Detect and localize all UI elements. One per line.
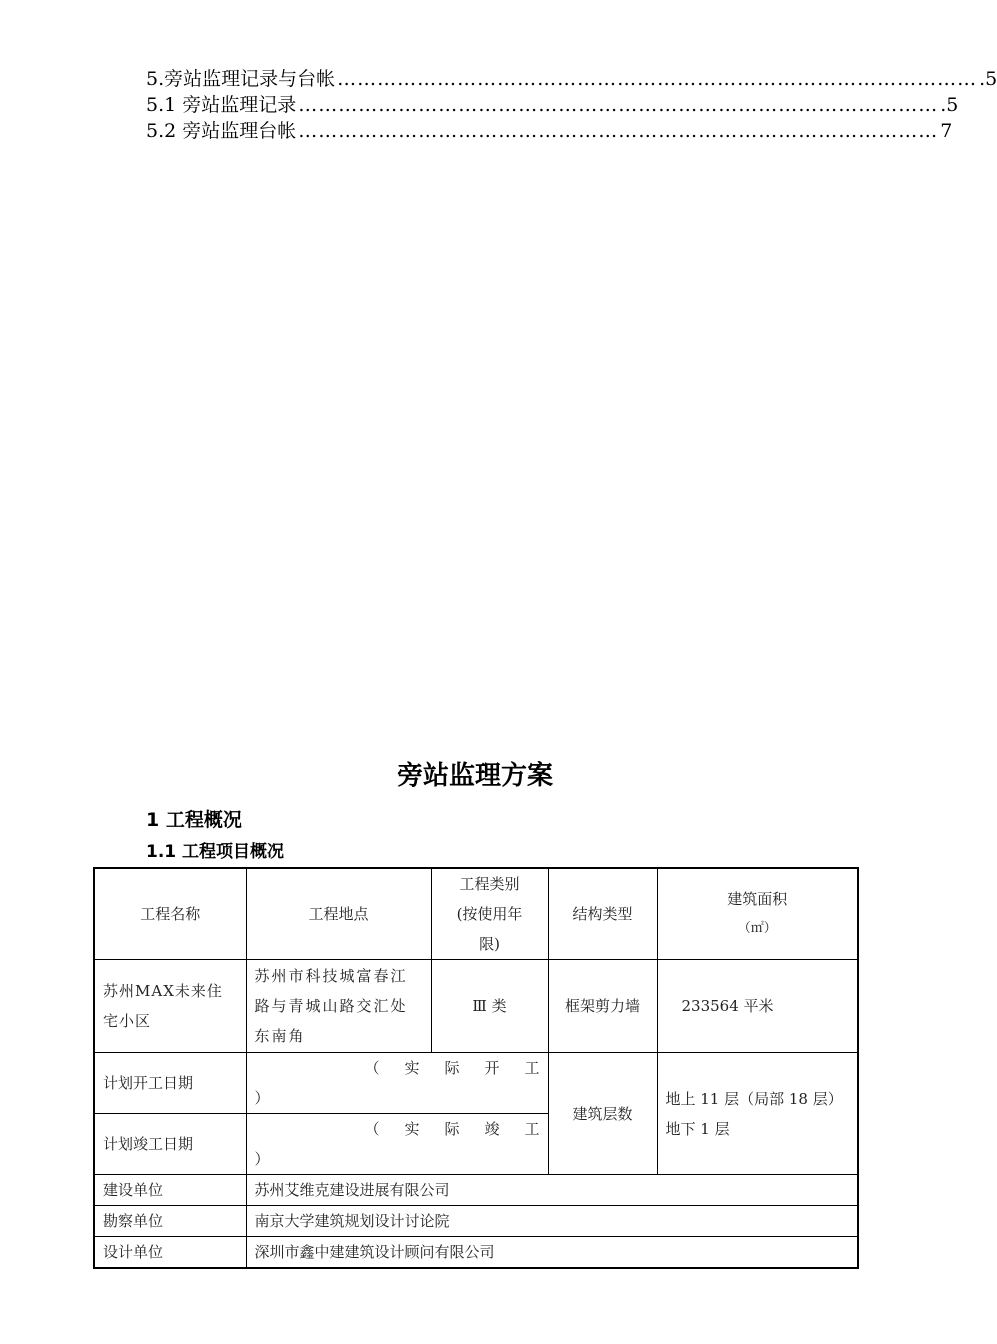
construction-unit-value: 苏州艾维克建设进展有限公司 [246,1175,858,1206]
header-category-line3: 限) [479,935,500,953]
floors-label: 建筑层数 [548,1053,657,1175]
toc-entry[interactable] [146,118,953,144]
header-area-unit: （㎡） [737,921,777,936]
table-of-contents [146,66,997,144]
toc-entry-label: 5.旁站监理记录与台帐 [146,68,336,90]
actual-start-char: 开 [484,1059,500,1077]
section-heading: 1 工程概况 [146,809,242,831]
table-row [94,960,858,1053]
toc-entry[interactable] [146,92,959,118]
construction-unit-label: 建设单位 [94,1175,246,1206]
toc-entry[interactable] [146,66,997,92]
floors-below-ground: 地下 1 层 [665,1119,730,1138]
table-row [94,1053,858,1114]
actual-finish-char: 际 [444,1120,460,1138]
actual-start-char: （ [364,1059,380,1077]
actual-start-char: 工 [524,1059,540,1077]
building-area-value: 233564 平米 [657,960,858,1053]
document-title: 旁站监理方案 [396,761,553,791]
header-building-area [657,868,858,960]
header-project-category [431,868,548,960]
survey-unit-value: 南京大学建筑规划设计讨论院 [246,1206,858,1237]
toc-leader: …………………………………………………………………………………… [298,94,939,116]
header-project-name: 工程名称 [94,868,246,960]
header-area-line1: 建筑面积 [727,890,788,908]
planned-finish-label: 计划竣工日期 [94,1114,246,1175]
design-unit-value: 深圳市鑫中建建筑设计顾问有限公司 [246,1237,858,1269]
floors-above-ground: 地上 11 层（局部 18 层） [665,1089,843,1108]
actual-finish-char: （ [364,1120,380,1138]
actual-finish-char: 工 [524,1120,540,1138]
header-category-line1: 工程类别 [459,875,520,893]
header-category-line2: (按使用年 [456,905,523,923]
actual-finish-close: ） [254,1150,270,1168]
header-structure-type: 结构类型 [548,868,657,960]
table-row [94,1237,858,1269]
project-category-value: Ⅲ 类 [431,960,548,1053]
toc-entry-label: 5.2 旁站监理台帐 [146,120,297,142]
actual-start-cell [246,1053,548,1114]
project-overview-table [93,867,859,1269]
toc-entry-page: 7 [940,120,953,142]
planned-start-label: 计划开工日期 [94,1053,246,1114]
structure-type-value: 框架剪力墙 [548,960,657,1053]
header-project-location: 工程地点 [246,868,431,960]
actual-start-char: 际 [444,1059,460,1077]
toc-entry-page: .5 [979,68,997,90]
actual-finish-char: 实 [404,1120,420,1138]
table-header-row [94,868,858,960]
table-row [94,1175,858,1206]
project-location-value: 苏州市科技城富春江路与青城山路交汇处东南角 [246,960,431,1053]
floors-value [657,1053,858,1175]
actual-start-close: ） [254,1089,270,1107]
subsection-heading: 1.1 工程项目概况 [146,842,285,862]
actual-start-char: 实 [404,1059,420,1077]
table-row [94,1206,858,1237]
design-unit-label: 设计单位 [94,1237,246,1269]
actual-finish-cell [246,1114,548,1175]
toc-entry-label: 5.1 旁站监理记录 [146,94,297,116]
survey-unit-label: 勘察单位 [94,1206,246,1237]
project-name-value: 苏州MAX未来住宅小区 [94,960,246,1053]
toc-leader: …………………………………………………………………………………… [298,120,939,142]
toc-leader: …………………………………………………………………………………… [337,68,978,90]
actual-finish-char: 竣 [484,1120,500,1138]
toc-entry-page: .5 [940,94,959,116]
